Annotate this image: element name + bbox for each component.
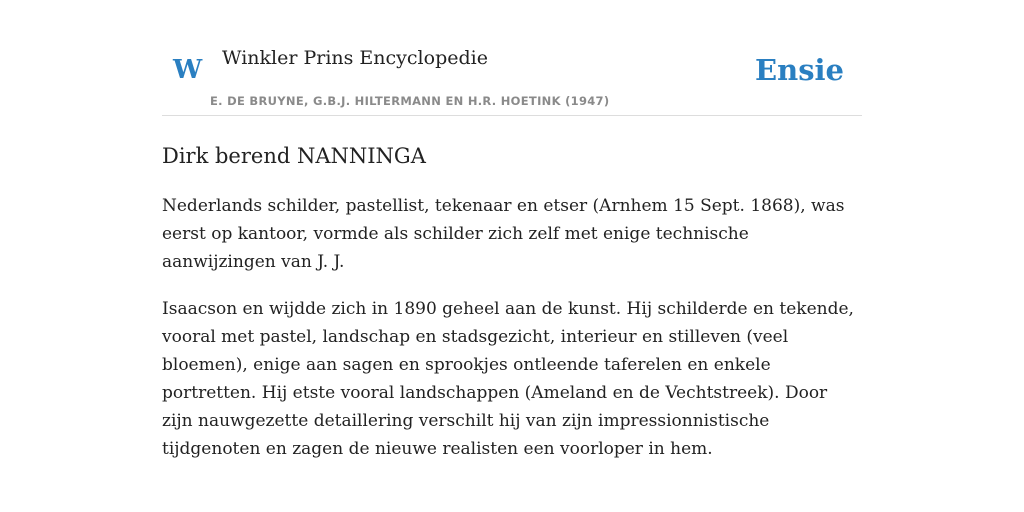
- page-container: [162, 0, 862, 463]
- entry-paragraph: Nederlands schilder, pastellist, tekenaar en etser (Arnhem 15 Sept. 1868), was eerst op kantoor, vormde als schilder zich zelf met enige technische aanwijzingen van J. J.: [162, 196, 845, 272]
- publication-authors: E. DE BRUYNE, G.B.J. HILTERMANN EN H.R. HOETINK (1947): [210, 94, 610, 108]
- ensie-logo[interactable]: Ensie: [755, 53, 844, 87]
- entry-title: Dirk berend NANNINGA: [162, 144, 426, 168]
- publication-title[interactable]: Winkler Prins Encyclopedie: [222, 47, 488, 69]
- entry-paragraph: Isaacson en wijdde zich in 1890 geheel aan de kunst. Hij schilderde en tekende, vooral met pastel, landschap en stadsgezicht, interieur en stilleven (veel bloemen), enige aan sagen en sprookjes ontleende taferelen en enkele portretten. Hij etste vooral landschappen (Ameland en de Vechtstreek). Door zijn nauwgezette detaillering verschilt hij van zijn impressionnistische tijdgenoten en zagen de nieuwe realisten een voorloper in hem.: [162, 299, 854, 459]
- header: [162, 0, 862, 116]
- encyclopedia-logo[interactable]: W: [173, 55, 203, 85]
